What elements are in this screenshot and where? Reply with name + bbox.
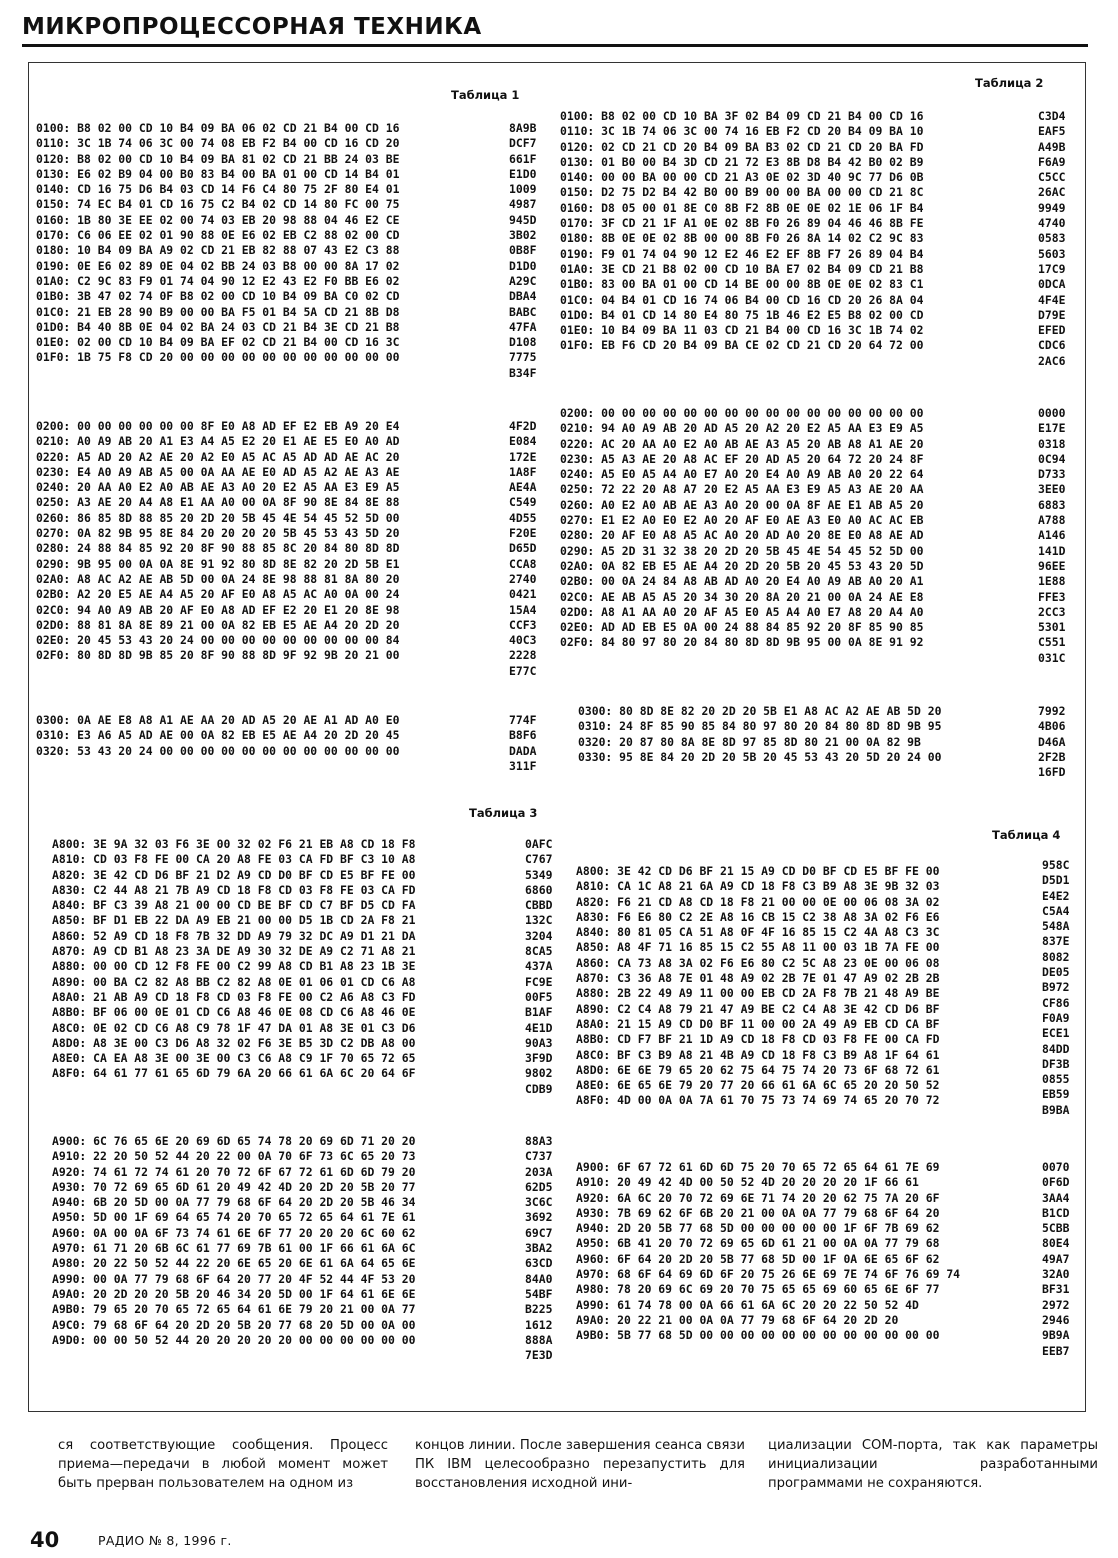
checksum-value: DCF7 (509, 136, 537, 151)
header-rule (22, 44, 1088, 47)
checksum-value: C5A4 (1042, 903, 1070, 918)
hex-row: A820: F6 21 CD A8 CD 18 F8 21 00 00 0E 00 06 08 3A 02 (576, 894, 940, 909)
checksum-value: 00F5 (525, 989, 553, 1004)
checksum-value: 1A8F (509, 464, 537, 479)
checksum-value: C551 (1038, 635, 1066, 650)
hex-row: A880: 2B 22 49 A9 11 00 00 EB CD 2A F8 7B 21 48 A9 BE (576, 986, 940, 1001)
hex-row: 0140: CD 16 75 D6 B4 03 CD 14 F6 C4 80 75 2F 80 E4 01 (36, 182, 400, 197)
hex-row: A850: A8 4F 71 16 85 15 C2 55 A8 11 00 03 1B 7A FE 00 (576, 940, 940, 955)
checksum-value: 9949 (1038, 200, 1066, 215)
table-4-hex-block (576, 864, 939, 1109)
hex-row: 0110: 3C 1B 74 06 3C 00 74 08 EB F2 B4 00 CD 16 CD 20 (36, 136, 400, 151)
checksum-value: E084 (509, 434, 537, 449)
hex-row: A9B0: 79 65 20 70 65 72 65 64 61 6E 79 20 21 00 0A 77 (52, 1302, 416, 1317)
hex-row: 0220: AC 20 AA A0 E2 A0 AB AE A3 A5 20 AB A8 A1 AE 20 (560, 436, 924, 451)
hex-row: 0290: A5 2D 31 32 38 20 2D 20 5B 45 4E 54 45 52 5D 00 (560, 543, 924, 558)
hex-row: 0220: A5 AD 20 A2 AE 20 A2 E0 A5 AC A5 AD AD AE AC 20 (36, 449, 400, 464)
checksum-value: CCF3 (509, 617, 537, 632)
hex-row: 02E0: 20 45 53 43 20 24 00 00 00 00 00 00 00 00 00 84 (36, 633, 400, 648)
hex-row: 0150: D2 75 D2 B4 42 B0 00 B9 00 00 BA 00 00 CD 21 8C (560, 185, 924, 200)
checksum-value: 0F6D (1042, 1175, 1070, 1190)
hex-row: 0180: 8B 0E 0E 02 8B 00 00 8B F0 26 8A 14 02 C2 9C 83 (560, 231, 924, 246)
checksum-value: 0421 (509, 587, 537, 602)
hex-row: 0130: E6 02 B9 04 00 B0 83 B4 00 BA 01 00 CD 14 B4 01 (36, 166, 400, 181)
checksum-value: 2CC3 (1038, 604, 1066, 619)
journal-issue: РАДИО № 8, 1996 г. (98, 1533, 232, 1548)
table-4-checksum-column (1042, 858, 1069, 1118)
hex-row: 0300: 80 8D 8E 82 20 2D 20 5B E1 A8 AC A2 AE AB 5D 20 (578, 704, 942, 718)
checksum-value: BF31 (1042, 1282, 1070, 1297)
checksum-value: 3B02 (509, 228, 537, 243)
checksum-value: 8CA5 (525, 944, 553, 959)
checksum-value: 4E1D (525, 1020, 553, 1035)
table-2-title: Таблица 2 (975, 76, 1044, 90)
checksum-value: CDC6 (1038, 338, 1066, 353)
checksum-value: 4987 (509, 197, 537, 212)
checksum-value: B1AF (525, 1005, 553, 1020)
hex-row: A870: C3 36 A8 7E 01 48 A9 02 2B 7E 01 47 A9 02 2B 2B (576, 971, 940, 986)
hex-row: 0250: 72 22 20 A8 A7 20 E2 A5 AA E3 E9 A5 A3 AE 20 AA (560, 482, 924, 497)
checksum-value: 0B8F (509, 243, 537, 258)
hex-row: A840: 80 81 05 CA 51 A8 0F 4F 16 85 15 C2 4A A8 C3 3C (576, 925, 940, 940)
checksum-value: 945D (509, 212, 537, 227)
hex-row: 02C0: 94 A0 A9 AB 20 AF E0 A8 AD EF E2 20 E1 20 8E 98 (36, 602, 400, 617)
hex-row: 0170: C6 06 EE 02 01 90 88 0E E6 02 EB C2 88 02 00 CD (36, 228, 400, 243)
checksum-value: B1CD (1042, 1205, 1070, 1220)
hex-row: A8E0: 6E 65 6E 79 20 77 20 66 61 6A 6C 65 20 20 50 52 (576, 1078, 940, 1093)
table-1-hex-block (36, 121, 399, 366)
hex-row: A830: F6 E6 80 C2 2E A8 16 CB 15 C2 38 A8 3A 02 F6 E6 (576, 909, 940, 924)
table-2-hex-block (560, 109, 923, 354)
hex-row: A8D0: A8 3E 00 C3 D6 A8 32 02 F6 3E B5 3D C2 DB A8 00 (52, 1035, 416, 1050)
hex-row: 0300: 0A AE E8 A8 A1 AE AA 20 AD A5 20 AE A1 AD A0 E0 (36, 713, 400, 727)
hex-row: A970: 68 6F 64 69 6D 6F 20 75 26 6E 69 7E 74 6F 76 69 74 (576, 1267, 961, 1282)
hex-row: A930: 7B 69 62 6F 6B 20 21 00 0A 0A 77 79 68 6F 64 20 (576, 1205, 940, 1220)
hex-row: A9A0: 20 22 21 00 0A 0A 77 79 68 6F 64 20 2D 20 (576, 1312, 899, 1327)
hex-row: 0280: 24 88 84 85 92 20 8F 90 88 85 8C 20 84 80 8D 8D (36, 541, 400, 556)
checksum-value: DF3B (1042, 1056, 1070, 1071)
hex-row: 0150: 74 EC B4 01 CD 16 75 C2 B4 02 CD 14 80 FC 00 75 (36, 197, 400, 212)
checksum-value: 7E3D (525, 1348, 553, 1363)
table-2-checksum-column (1038, 406, 1065, 666)
checksum-value: D5D1 (1042, 873, 1070, 888)
hex-row: 0200: 00 00 00 00 00 00 00 00 00 00 00 00 00 00 00 00 (560, 406, 924, 420)
hex-row: 0100: B8 02 00 CD 10 B4 09 BA 06 02 CD 21 B4 00 CD 16 (36, 121, 400, 135)
checksum-value: A788 (1038, 513, 1066, 528)
checksum-value: 1009 (509, 182, 537, 197)
checksum-value: 4740 (1038, 216, 1066, 231)
hex-row: 02E0: AD AD EB E5 0A 00 24 88 84 85 92 20 8F 85 90 85 (560, 620, 924, 635)
hex-row: A910: 22 20 50 52 44 20 22 00 0A 70 6F 73 6C 65 20 73 (52, 1149, 416, 1164)
checksum-value: C767 (525, 852, 553, 867)
hex-row: 0310: 24 8F 85 90 85 84 80 97 80 20 84 80 8D 8D 9B 95 (578, 719, 942, 734)
hex-row: 0140: 00 00 BA 00 00 CD 21 A3 0E 02 3D 40 9C 77 D6 0B (560, 170, 924, 185)
checksum-value: 6860 (525, 882, 553, 897)
hex-row: A890: C2 C4 A8 79 21 47 A9 BE C2 C4 A8 3E 42 CD D6 BF (576, 1001, 940, 1016)
hex-row: 0320: 20 87 80 8A 8E 8D 97 85 8D 80 21 00 0A 82 9B (578, 734, 921, 749)
hex-row: 01C0: 04 B4 01 CD 16 74 06 B4 00 CD 16 CD 20 26 8A 04 (560, 292, 924, 307)
hex-row: 02A0: 0A 82 EB E5 AE A4 20 2D 20 5B 20 45 53 43 20 5D (560, 558, 924, 573)
hex-row: 02D0: A8 A1 AA A0 20 AF A5 E0 A5 A4 A0 E7 A8 20 A4 A0 (560, 604, 924, 619)
hex-row: 01E0: 10 B4 09 BA 11 03 CD 21 B4 00 CD 16 3C 1B 74 02 (560, 323, 924, 338)
checksum-value: 90A3 (525, 1035, 553, 1050)
hex-row: A970: 61 71 20 6B 6C 61 77 69 7B 61 00 1F 66 61 6A 6C (52, 1241, 416, 1256)
checksum-value: 958C (1042, 858, 1070, 872)
hex-row: 0180: 10 B4 09 BA A9 02 CD 21 EB 82 88 07 43 E2 C3 88 (36, 243, 400, 258)
checksum-value: C3D4 (1038, 109, 1066, 123)
checksum-value: D1D0 (509, 258, 537, 273)
hex-row: 0170: 3F CD 21 1F A1 0E 02 8B F0 26 89 04 46 46 8B FE (560, 216, 924, 231)
hex-row: A800: 3E 9A 32 03 F6 3E 00 32 02 F6 21 EB A8 CD 18 F8 (52, 837, 416, 851)
checksum-value: 80E4 (1042, 1236, 1070, 1251)
checksum-value: 26AC (1038, 185, 1066, 200)
checksum-value: 6883 (1038, 497, 1066, 512)
table-4-checksum-column (1042, 1160, 1069, 1359)
table-4-title: Таблица 4 (992, 828, 1061, 842)
hex-row: 0260: 86 85 8D 88 85 20 2D 20 5B 45 4E 54 45 52 5D 00 (36, 510, 400, 525)
hex-row: 0250: A3 AE 20 A4 A8 E1 AA A0 00 0A 8F 90 8E 84 8E 88 (36, 495, 400, 510)
checksum-value: 888A (525, 1332, 553, 1347)
hex-row: A8B0: CD F7 BF 21 1D A9 CD 18 F8 CD 03 F8 FE 00 CA FD (576, 1032, 940, 1047)
checksum-value: 2F2B (1038, 749, 1066, 764)
hex-row: 01F0: EB F6 CD 20 B4 09 BA CE 02 CD 21 CD 20 64 72 00 (560, 338, 924, 353)
hex-row: A920: 6A 6C 20 70 72 69 6E 71 74 20 20 62 75 7A 20 6F (576, 1190, 940, 1205)
hex-row: A990: 00 0A 77 79 68 6F 64 20 77 20 4F 52 44 4F 53 20 (52, 1271, 416, 1286)
table-1-hex-block (36, 419, 399, 664)
hex-row: 0100: B8 02 00 CD 10 BA 3F 02 B4 09 CD 21 B4 00 CD 16 (560, 109, 924, 123)
checksum-value: EEB7 (1042, 1343, 1070, 1358)
checksum-value: 4B06 (1038, 719, 1066, 734)
hex-row: A860: 52 A9 CD 18 F8 7B 32 DD A9 79 32 DC A9 D1 21 DA (52, 928, 416, 943)
checksum-value: E1D0 (509, 166, 537, 181)
table-1-checksum-column (509, 419, 536, 679)
checksum-value: EB59 (1042, 1087, 1070, 1102)
checksum-value: 774F (509, 713, 537, 727)
checksum-value: 141D (1038, 543, 1066, 558)
checksum-value: 69C7 (525, 1225, 553, 1240)
table-3-checksum-column (525, 1134, 552, 1363)
checksum-value: D65D (509, 541, 537, 556)
hex-row: A840: BF C3 39 A8 21 00 00 CD BE BF CD C7 BF D5 CD FA (52, 898, 416, 913)
hex-row: A810: CA 1C A8 21 6A A9 CD 18 F8 C3 B9 A8 3E 9B 32 03 (576, 879, 940, 894)
hex-row: A860: CA 73 A8 3A 02 F6 E6 80 C2 5C A8 23 0E 00 06 08 (576, 955, 940, 970)
footer-column-1: ся соответствующие сообщения. Процесс приема—передачи в любой момент может быть прерван пользователем на одном из (58, 1438, 388, 1491)
table-3-title: Таблица 3 (469, 806, 538, 820)
hex-row: 0210: A0 A9 AB 20 A1 E3 A4 A5 E2 20 E1 AE E5 E0 A0 AD (36, 434, 400, 449)
checksum-value: EAF5 (1038, 124, 1066, 139)
checksum-value: DADA (509, 743, 537, 758)
hex-row: A960: 6F 64 20 2D 20 5B 77 68 5D 00 1F 0A 6E 65 6F 62 (576, 1251, 940, 1266)
checksum-value: D108 (509, 335, 537, 350)
hex-row: 01D0: B4 01 CD 14 80 E4 80 75 1B 46 E2 E5 B8 02 00 CD (560, 307, 924, 322)
hex-row: 02B0: A2 20 E5 AE A4 A5 20 AF E0 A8 A5 AC A0 0A 00 24 (36, 587, 400, 602)
footer-column-2: концов линии. После завершения сеанса связи ПК IBM целесообразно перезапустить для восстановления исходной ини- (415, 1438, 745, 1491)
checksum-value: DBA4 (509, 289, 537, 304)
checksum-value: D79E (1038, 307, 1066, 322)
checksum-value: 7775 (509, 350, 537, 365)
hex-row: A800: 3E 42 CD D6 BF 21 15 A9 CD D0 BF CD E5 BF FE 00 (576, 864, 940, 878)
checksum-value: 15A4 (509, 602, 537, 617)
checksum-value: B225 (525, 1302, 553, 1317)
hex-row: 01C0: 21 EB 28 90 B9 00 00 BA F5 01 B4 5A CD 21 8B D8 (36, 304, 400, 319)
hex-row: 0310: E3 A6 A5 AD AE 00 0A 82 EB E5 AE A4 20 2D 20 45 (36, 728, 400, 743)
checksum-value: 0070 (1042, 1160, 1070, 1174)
checksum-value: CCA8 (509, 556, 537, 571)
hex-row: 0270: E1 E2 A0 E0 E2 A0 20 AF E0 AE A3 E0 A0 AC AC EB (560, 513, 924, 528)
hex-row: A9C0: 79 68 6F 64 20 2D 20 5B 20 77 68 20 5D 00 0A 00 (52, 1317, 416, 1332)
hex-row: 0270: 0A 82 9B 95 8E 84 20 20 20 20 5B 45 53 43 5D 20 (36, 526, 400, 541)
checksum-value: A49B (1038, 139, 1066, 154)
hex-row: 0230: A5 A3 AE 20 A8 AC EF 20 AD A5 20 64 72 20 24 8F (560, 451, 924, 466)
checksum-value: 0583 (1038, 231, 1066, 246)
checksum-value: 437A (525, 959, 553, 974)
hex-row: A980: 78 20 69 6C 69 20 70 75 65 65 69 60 65 6E 6F 77 (576, 1282, 940, 1297)
hex-row: A850: BF D1 EB 22 DA A9 EB 21 00 00 D5 1B CD 2A F8 21 (52, 913, 416, 928)
hex-row: A8C0: 0E 02 CD C6 A8 C9 78 1F 47 DA 01 A8 3E 01 C3 D6 (52, 1020, 416, 1035)
hex-row: 0240: A5 E0 A5 A4 A0 E7 A0 20 E4 A0 A9 AB A0 20 22 64 (560, 467, 924, 482)
checksum-value: 3EE0 (1038, 482, 1066, 497)
checksum-value: 3BA2 (525, 1241, 553, 1256)
footer-column-3: циализации COM-порта, так как параметры инициализации разработанными программами не сохраняются. (768, 1438, 1098, 1491)
checksum-value: 49A7 (1042, 1251, 1070, 1266)
checksum-value: CBBD (525, 898, 553, 913)
hex-row: 0260: A0 E2 A0 AB AE A3 A0 20 00 0A 8F AE E1 AB A5 20 (560, 497, 924, 512)
checksum-value: F20E (509, 526, 537, 541)
table-1-hex-block (36, 713, 399, 759)
hex-row: A8F0: 64 61 77 61 65 6D 79 6A 20 66 61 6A 6C 20 64 6F (52, 1066, 416, 1081)
hex-row: A8B0: BF 06 00 0E 01 CD C6 A8 46 0E 08 CD C6 A8 46 0E (52, 1005, 416, 1020)
table-2-checksum-column (1038, 109, 1065, 369)
hex-row: 02A0: A8 AC A2 AE AB 5D 00 0A 24 8E 98 88 81 8A 80 20 (36, 571, 400, 586)
checksum-value: 4F4E (1038, 292, 1066, 307)
checksum-value: 0AFC (525, 837, 553, 851)
hex-row: A9D0: 00 00 50 52 44 20 20 20 20 20 00 00 00 00 00 00 (52, 1332, 416, 1347)
hex-row: A8E0: CA EA A8 3E 00 3E 00 C3 C6 A8 C9 1F 70 65 72 65 (52, 1051, 416, 1066)
hex-row: 0120: 02 CD 21 CD 20 B4 09 BA B3 02 CD 21 CD 20 BA FD (560, 139, 924, 154)
checksum-value: E17E (1038, 421, 1066, 436)
hex-row: 01A0: 3E CD 21 B8 02 00 CD 10 BA E7 02 B4 09 CD 21 B8 (560, 261, 924, 276)
hex-row: A940: 2D 20 5B 77 68 5D 00 00 00 00 00 1F 6F 7B 69 62 (576, 1221, 940, 1236)
checksum-value: 5301 (1038, 620, 1066, 635)
table-2-hex-block (578, 704, 941, 765)
table-2-hex-block (560, 406, 923, 651)
hex-row: A9B0: 5B 77 68 5D 00 00 00 00 00 00 00 00 00 00 00 00 (576, 1328, 940, 1343)
hex-row: A8C0: BF C3 B9 A8 21 4B A9 CD 18 F8 C3 B9 A8 1F 64 61 (576, 1047, 940, 1062)
checksum-value: 548A (1042, 919, 1070, 934)
checksum-value: F6A9 (1038, 154, 1066, 169)
checksum-value: 0DCA (1038, 277, 1066, 292)
checksum-value: 132C (525, 913, 553, 928)
checksum-value: EFED (1038, 323, 1066, 338)
checksum-value: C737 (525, 1149, 553, 1164)
hex-row: 0280: 20 AF E0 A8 A5 AC A0 20 AD A0 20 8E E0 A8 AE AD (560, 528, 924, 543)
checksum-value: A29C (509, 273, 537, 288)
checksum-value: 62D5 (525, 1179, 553, 1194)
checksum-value: 5603 (1038, 246, 1066, 261)
hex-row: 0330: 95 8E 84 20 2D 20 5B 20 45 53 43 20 5D 20 24 00 (578, 749, 942, 764)
checksum-value: 4F2D (509, 419, 537, 433)
table-4-hex-block (576, 1160, 960, 1344)
checksum-value: 1612 (525, 1317, 553, 1332)
hex-row: 0190: F9 01 74 04 90 12 E2 46 E2 EF 8B F7 26 89 04 B4 (560, 246, 924, 261)
hex-row: 01E0: 02 00 CD 10 B4 09 BA EF 02 CD 21 B4 00 CD 16 3C (36, 335, 400, 350)
checksum-value: 54BF (525, 1286, 553, 1301)
checksum-value: 8A9B (509, 121, 537, 135)
checksum-value: 16FD (1038, 765, 1066, 780)
hex-row: A8A0: 21 AB A9 CD 18 F8 CD 03 F8 FE 00 C2 A6 A8 C3 FD (52, 989, 416, 1004)
checksum-value: AE4A (509, 480, 537, 495)
hex-row: 02F0: 84 80 97 80 20 84 80 8D 8D 9B 95 00 0A 8E 91 92 (560, 635, 924, 650)
table-1-checksum-column (509, 121, 536, 381)
hex-row: 0190: 0E E6 02 89 0E 04 02 BB 24 03 B8 00 00 8A 17 02 (36, 258, 400, 273)
hex-row: A810: CD 03 F8 FE 00 CA 20 A8 FE 03 CA FD BF C3 10 A8 (52, 852, 416, 867)
checksum-value: 172E (509, 449, 537, 464)
checksum-value: 0000 (1038, 406, 1066, 420)
checksum-value: D733 (1038, 467, 1066, 482)
hex-row: A900: 6C 76 65 6E 20 69 6D 65 74 78 20 69 6D 71 20 20 (52, 1134, 416, 1148)
hex-row: A830: C2 44 A8 21 7B A9 CD 18 F8 CD 03 F8 FE 03 CA FD (52, 882, 416, 897)
hex-row: A870: A9 CD B1 A8 23 3A DE A9 30 32 DE A9 C2 71 A8 21 (52, 944, 416, 959)
table-2-checksum-column (1038, 704, 1065, 780)
hex-row: A950: 5D 00 1F 69 64 65 74 20 70 65 72 65 64 61 7E 61 (52, 1210, 416, 1225)
hex-row: 0160: 1B 80 3E EE 02 00 74 03 EB 20 98 88 04 46 E2 CE (36, 212, 400, 227)
checksum-value: A146 (1038, 528, 1066, 543)
checksum-value: 837E (1042, 934, 1070, 949)
checksum-value: 2740 (509, 571, 537, 586)
table-3-hex-block (52, 837, 415, 1082)
hex-row: 0160: D8 05 00 01 8E C0 8B F2 8B 0E 0E 02 1E 06 1F B4 (560, 200, 924, 215)
checksum-value: ECE1 (1042, 1026, 1070, 1041)
checksum-value: 4D55 (509, 510, 537, 525)
checksum-value: B9BA (1042, 1102, 1070, 1117)
checksum-value: 7992 (1038, 704, 1066, 718)
checksum-value: 96EE (1038, 558, 1066, 573)
table-3-checksum-column (525, 837, 552, 1097)
hex-row: A920: 74 61 72 74 61 20 70 72 6F 67 72 61 6D 6D 79 20 (52, 1164, 416, 1179)
checksum-value: 40C3 (509, 633, 537, 648)
checksum-value: E77C (509, 663, 537, 678)
hex-row: 0290: 9B 95 00 0A 0A 8E 91 92 80 8D 8E 82 20 2D 5B E1 (36, 556, 400, 571)
hex-row: A8A0: 21 15 A9 CD D0 BF 11 00 00 2A 49 A9 EB CD CA BF (576, 1016, 940, 1031)
checksum-value: D46A (1038, 734, 1066, 749)
checksum-value: 88A3 (525, 1134, 553, 1148)
checksum-value: 5CBB (1042, 1221, 1070, 1236)
hex-row: A880: 00 00 CD 12 F8 FE 00 C2 99 A8 CD B1 A8 23 1B 3E (52, 959, 416, 974)
checksum-value: F0A9 (1042, 1010, 1070, 1025)
table-1-title: Таблица 1 (451, 88, 520, 102)
checksum-value: 5349 (525, 867, 553, 882)
checksum-value: 3AA4 (1042, 1190, 1070, 1205)
hex-row: 02C0: AE AB A5 A5 20 34 30 20 8A 20 21 00 0A 24 AE E8 (560, 589, 924, 604)
checksum-value: FC9E (525, 974, 553, 989)
hex-row: 0200: 00 00 00 00 00 00 8F E0 A8 AD EF E2 EB A9 20 E4 (36, 419, 400, 433)
checksum-value: 0318 (1038, 436, 1066, 451)
checksum-value: 2228 (509, 648, 537, 663)
checksum-value: B34F (509, 365, 537, 380)
hex-row: A890: 00 BA C2 82 A8 BB C2 82 A8 0E 01 06 01 CD C6 A8 (52, 974, 416, 989)
checksum-value: 9802 (525, 1066, 553, 1081)
hex-row: 0210: 94 A0 A9 AB 20 AD A5 20 A2 20 E2 A5 AA E3 E9 A5 (560, 421, 924, 436)
checksum-value: 8082 (1042, 949, 1070, 964)
checksum-value: 0855 (1042, 1072, 1070, 1087)
checksum-value: E4E2 (1042, 888, 1070, 903)
checksum-value: 3204 (525, 928, 553, 943)
hex-row: A950: 6B 41 20 70 72 69 65 6D 61 21 00 0A 0A 77 79 68 (576, 1236, 940, 1251)
checksum-value: 3C6C (525, 1195, 553, 1210)
table-1-checksum-column (509, 713, 536, 774)
hex-row: 02B0: 00 0A 24 84 A8 AB AD A0 20 E4 A0 A9 AB A0 20 A1 (560, 574, 924, 589)
checksum-value: 0C94 (1038, 451, 1066, 466)
hex-row: A820: 3E 42 CD D6 BF 21 D2 A9 CD D0 BF CD E5 BF FE 00 (52, 867, 416, 882)
checksum-value: 2946 (1042, 1312, 1070, 1327)
checksum-value: 17C9 (1038, 261, 1066, 276)
hex-row: 02D0: 88 81 8A 8E 89 21 00 0A 82 EB E5 AE A4 20 2D 20 (36, 617, 400, 632)
hex-row: 01B0: 83 00 BA 01 00 CD 14 BE 00 00 8B 0E 0E 02 83 C1 (560, 277, 924, 292)
page-number: 40 (30, 1528, 60, 1552)
checksum-value: B972 (1042, 980, 1070, 995)
hex-row: 02F0: 80 8D 8D 9B 85 20 8F 90 88 8D 9F 92 9B 20 21 00 (36, 648, 400, 663)
hex-row: 0320: 53 43 20 24 00 00 00 00 00 00 00 00 00 00 00 00 (36, 743, 400, 758)
checksum-value: CDB9 (525, 1081, 553, 1096)
checksum-value: 1E88 (1038, 574, 1066, 589)
checksum-value: 84A0 (525, 1271, 553, 1286)
hex-row: A900: 6F 67 72 61 6D 6D 75 20 70 65 72 65 64 61 7E 69 (576, 1160, 940, 1174)
checksum-value: 9B9A (1042, 1328, 1070, 1343)
checksum-value: 2AC6 (1038, 353, 1066, 368)
hex-row: 01D0: B4 40 8B 0E 04 02 BA 24 03 CD 21 B4 3E CD 21 B8 (36, 319, 400, 334)
checksum-value: FFE3 (1038, 589, 1066, 604)
hex-row: A930: 70 72 69 65 6D 61 20 49 42 4D 20 2D 20 5B 20 77 (52, 1179, 416, 1194)
checksum-value: BABC (509, 304, 537, 319)
checksum-value: 2972 (1042, 1297, 1070, 1312)
checksum-value: B8F6 (509, 728, 537, 743)
checksum-value: 32A0 (1042, 1267, 1070, 1282)
checksum-value: DE05 (1042, 965, 1070, 980)
hex-row: 01A0: C2 9C 83 F9 01 74 04 90 12 E2 43 E2 F0 BB E6 02 (36, 273, 400, 288)
hex-row: 0240: 20 AA A0 E2 A0 AB AE A3 A0 20 E2 A5 AA E3 E9 A5 (36, 480, 400, 495)
hex-row: 0130: 01 B0 00 B4 3D CD 21 72 E3 8B D8 B4 42 B0 02 B9 (560, 154, 924, 169)
hex-row: A940: 6B 20 5D 00 0A 77 79 68 6F 64 20 2D 20 5B 46 34 (52, 1195, 416, 1210)
hex-row: A990: 61 74 78 00 0A 66 61 6A 6C 20 20 22 50 52 4D (576, 1297, 919, 1312)
hex-row: A910: 20 49 42 4D 00 50 52 4D 20 20 20 20 1F 66 61 (576, 1175, 919, 1190)
checksum-value: 031C (1038, 650, 1066, 665)
checksum-value: CF86 (1042, 995, 1070, 1010)
section-title: МИКРОПРОЦЕССОРНАЯ ТЕХНИКА (22, 14, 482, 40)
checksum-value: 311F (509, 758, 537, 773)
checksum-value: 3F9D (525, 1051, 553, 1066)
hex-row: 0230: E4 A0 A9 AB A5 00 0A AA AE E0 AD A5 A2 AE A3 AE (36, 464, 400, 479)
checksum-value: 84DD (1042, 1041, 1070, 1056)
hex-row: 0110: 3C 1B 74 06 3C 00 74 16 EB F2 CD 20 B4 09 BA 10 (560, 124, 924, 139)
hex-row: A960: 0A 00 0A 6F 73 74 61 6E 6F 77 20 20 20 6C 60 62 (52, 1225, 416, 1240)
checksum-value: 47FA (509, 319, 537, 334)
checksum-value: C5CC (1038, 170, 1066, 185)
checksum-value: 661F (509, 151, 537, 166)
checksum-value: C549 (509, 495, 537, 510)
hex-row: A8F0: 4D 00 0A 0A 7A 61 70 75 73 74 69 74 65 20 70 72 (576, 1093, 940, 1108)
checksum-value: 3692 (525, 1210, 553, 1225)
table-3-hex-block (52, 1134, 415, 1348)
hex-row: A8D0: 6E 6E 79 65 20 62 75 64 75 74 20 73 6F 68 72 61 (576, 1062, 940, 1077)
checksum-value: 63CD (525, 1256, 553, 1271)
hex-row: A9A0: 20 2D 20 20 5B 20 46 34 20 5D 00 1F 64 61 6E 6E (52, 1286, 416, 1301)
hex-row: 0120: B8 02 00 CD 10 B4 09 BA 81 02 CD 21 BB 24 03 BE (36, 151, 400, 166)
hex-row: 01B0: 3B 47 02 74 0F B8 02 00 CD 10 B4 09 BA C0 02 CD (36, 289, 400, 304)
checksum-value: 203A (525, 1164, 553, 1179)
hex-row: A980: 20 22 50 52 44 22 20 6E 65 20 6E 61 6A 64 65 6E (52, 1256, 416, 1271)
hex-row: 01F0: 1B 75 F8 CD 20 00 00 00 00 00 00 00 00 00 00 00 (36, 350, 400, 365)
